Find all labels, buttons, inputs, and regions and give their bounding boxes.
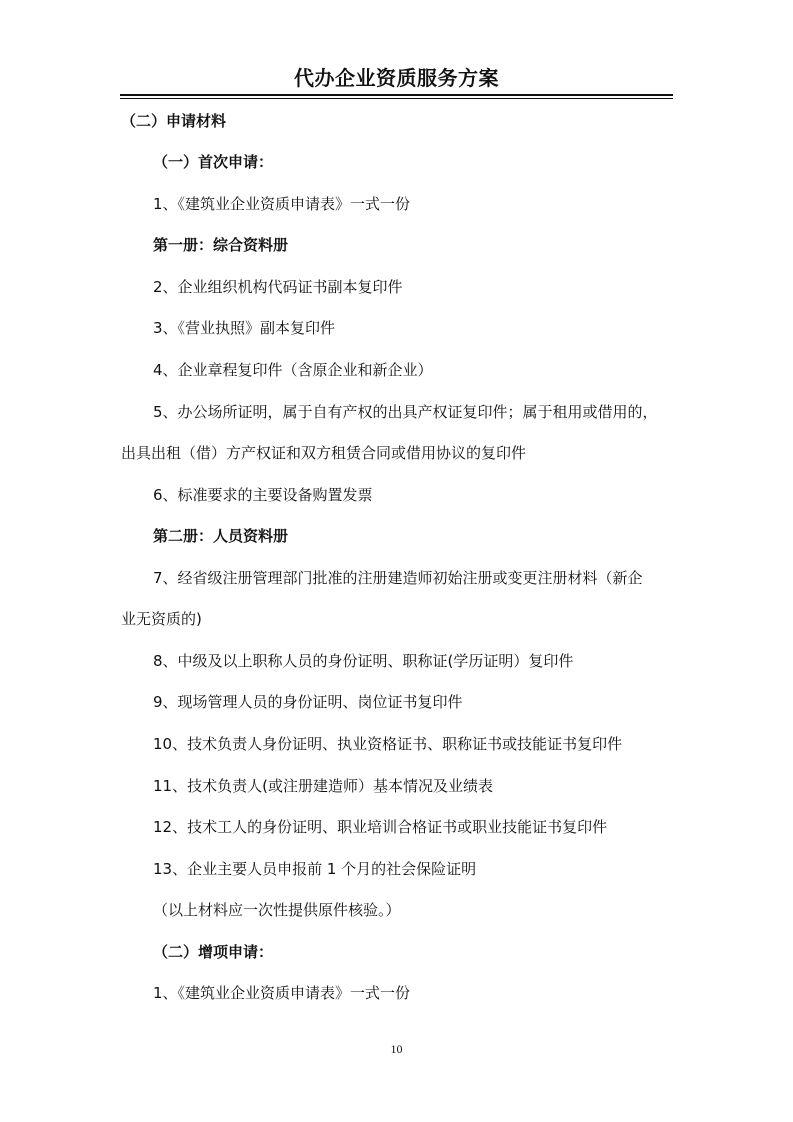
page-title: 代办企业资质服务方案 [294,66,499,90]
list-item: 7、经省级注册管理部门批准的注册建造师初始注册或变更注册材料（新企 [153,569,643,587]
list-item: 9、现场管理人员的身份证明、岗位证书复印件 [153,693,463,711]
verification-note: （以上材料应一次性提供原件核验。） [153,901,401,919]
list-item: 11、技术负责人(或注册建造师）基本情况及业绩表 [153,777,493,795]
book1-heading: 第一册：综合资料册 [153,236,289,254]
page-number: 10 [390,1042,403,1056]
list-item: 6、标准要求的主要设备购置发票 [153,486,373,504]
first-application-heading: （一）首次申请： [153,153,274,171]
list-item: 3、《营业执照》副本复印件 [153,319,336,337]
list-item: 2、企业组织机构代码证书副本复印件 [153,278,403,296]
book2-heading: 第二册：人员资料册 [153,527,289,545]
list-item: 8、中级及以上职称人员的身份证明、职称证(学历证明）复印件 [153,652,574,670]
list-item: 10、技术负责人身份证明、执业资格证书、职称证书或技能证书复印件 [153,735,623,753]
list-item: 12、技术工人的身份证明、职业培训合格证书或职业技能证书复印件 [153,818,608,836]
header-rule-thin [120,98,673,99]
section-heading: （二）申请材料 [121,112,227,130]
list-item-continuation: 出具出租（借）方产权证和双方租赁合同或借用协议的复印件 [121,444,527,462]
list-item-continuation: 业无资质的) [121,610,202,628]
list-item: 1、《建筑业企业资质申请表》一式一份 [153,984,411,1002]
list-item: 13、企业主要人员申报前 1 个月的社会保险证明 [153,860,477,878]
list-item: 5、办公场所证明，属于自有产权的出具产权证复印件；属于租用或借用的， [153,403,658,421]
list-item: 1、《建筑业企业资质申请表》一式一份 [153,195,411,213]
header-rule-thick [120,94,673,96]
list-item: 4、企业章程复印件（含原企业和新企业） [153,361,433,379]
additional-application-heading: （二）增项申请： [153,943,274,961]
